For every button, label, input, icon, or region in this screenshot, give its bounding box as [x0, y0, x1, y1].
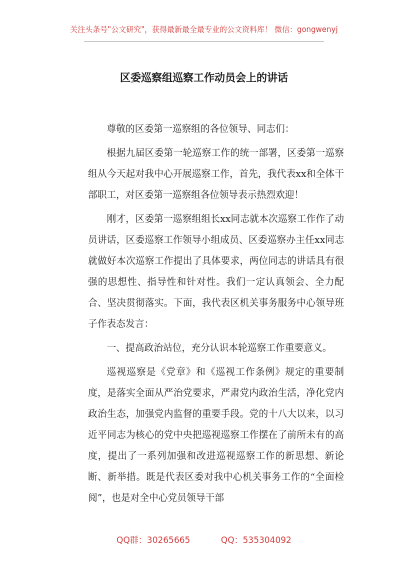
document-body	[88, 119, 344, 512]
header-divider	[84, 41, 324, 42]
document-title: 区委巡察组巡察工作动员会上的讲话	[120, 72, 288, 84]
section-heading: 一、提高政治站位，充分认识本轮巡察工作重要意义。	[106, 343, 332, 354]
body-paragraph: 根据九届区委第一轮巡察工作的统一部署，区委第一巡察组从今天起对我中心开展巡察工作，首先，我代表xx和全体干部职工，对区委第一巡察组各位领导表示热烈欢迎！	[88, 148, 344, 201]
qq-number: QQ：535304092	[220, 536, 292, 546]
body-paragraph: 巡视巡察是《党章》和《巡视工作条例》规定的重要制度，是落实全面从严治党要求，严肃党内政治生活，净化党内政治生态，加强党内监督的重要手段。党的十八大以来，以习近平同志为核心的党中央把巡视巡察工作摆在了前所未有的高度，提出了一系列加强和改进巡视巡察工作的新思想、新论断、新举措。既是代表区委对我中心机关事务工作的“全面检阅”，也是对全中心党员领导干部	[88, 367, 344, 504]
contact-footer	[0, 534, 408, 546]
salutation-paragraph: 尊敬的区委第一巡察组的各位领导、同志们：	[106, 124, 295, 135]
promo-header: 关注头条号"公文研究"，获得最新最全最专业的公文资料库！ 微信：gongwenyj	[70, 25, 338, 34]
qq-group: QQ群：30265665	[116, 536, 191, 546]
body-paragraph: 刚才，区委第一巡察组组长xx同志就本次巡察工作作了动员讲话，区委巡察工作领导小组成员、区委巡察办主任xx同志就做好本次巡察工作提出了具体要求，两位同志的讲话具有很强的思想性、指导性和针对性。我们一定认真领会、全力配合、坚决贯彻落实。下面，我代表区机关事务服务中心领导班子作表态发言：	[88, 214, 344, 330]
